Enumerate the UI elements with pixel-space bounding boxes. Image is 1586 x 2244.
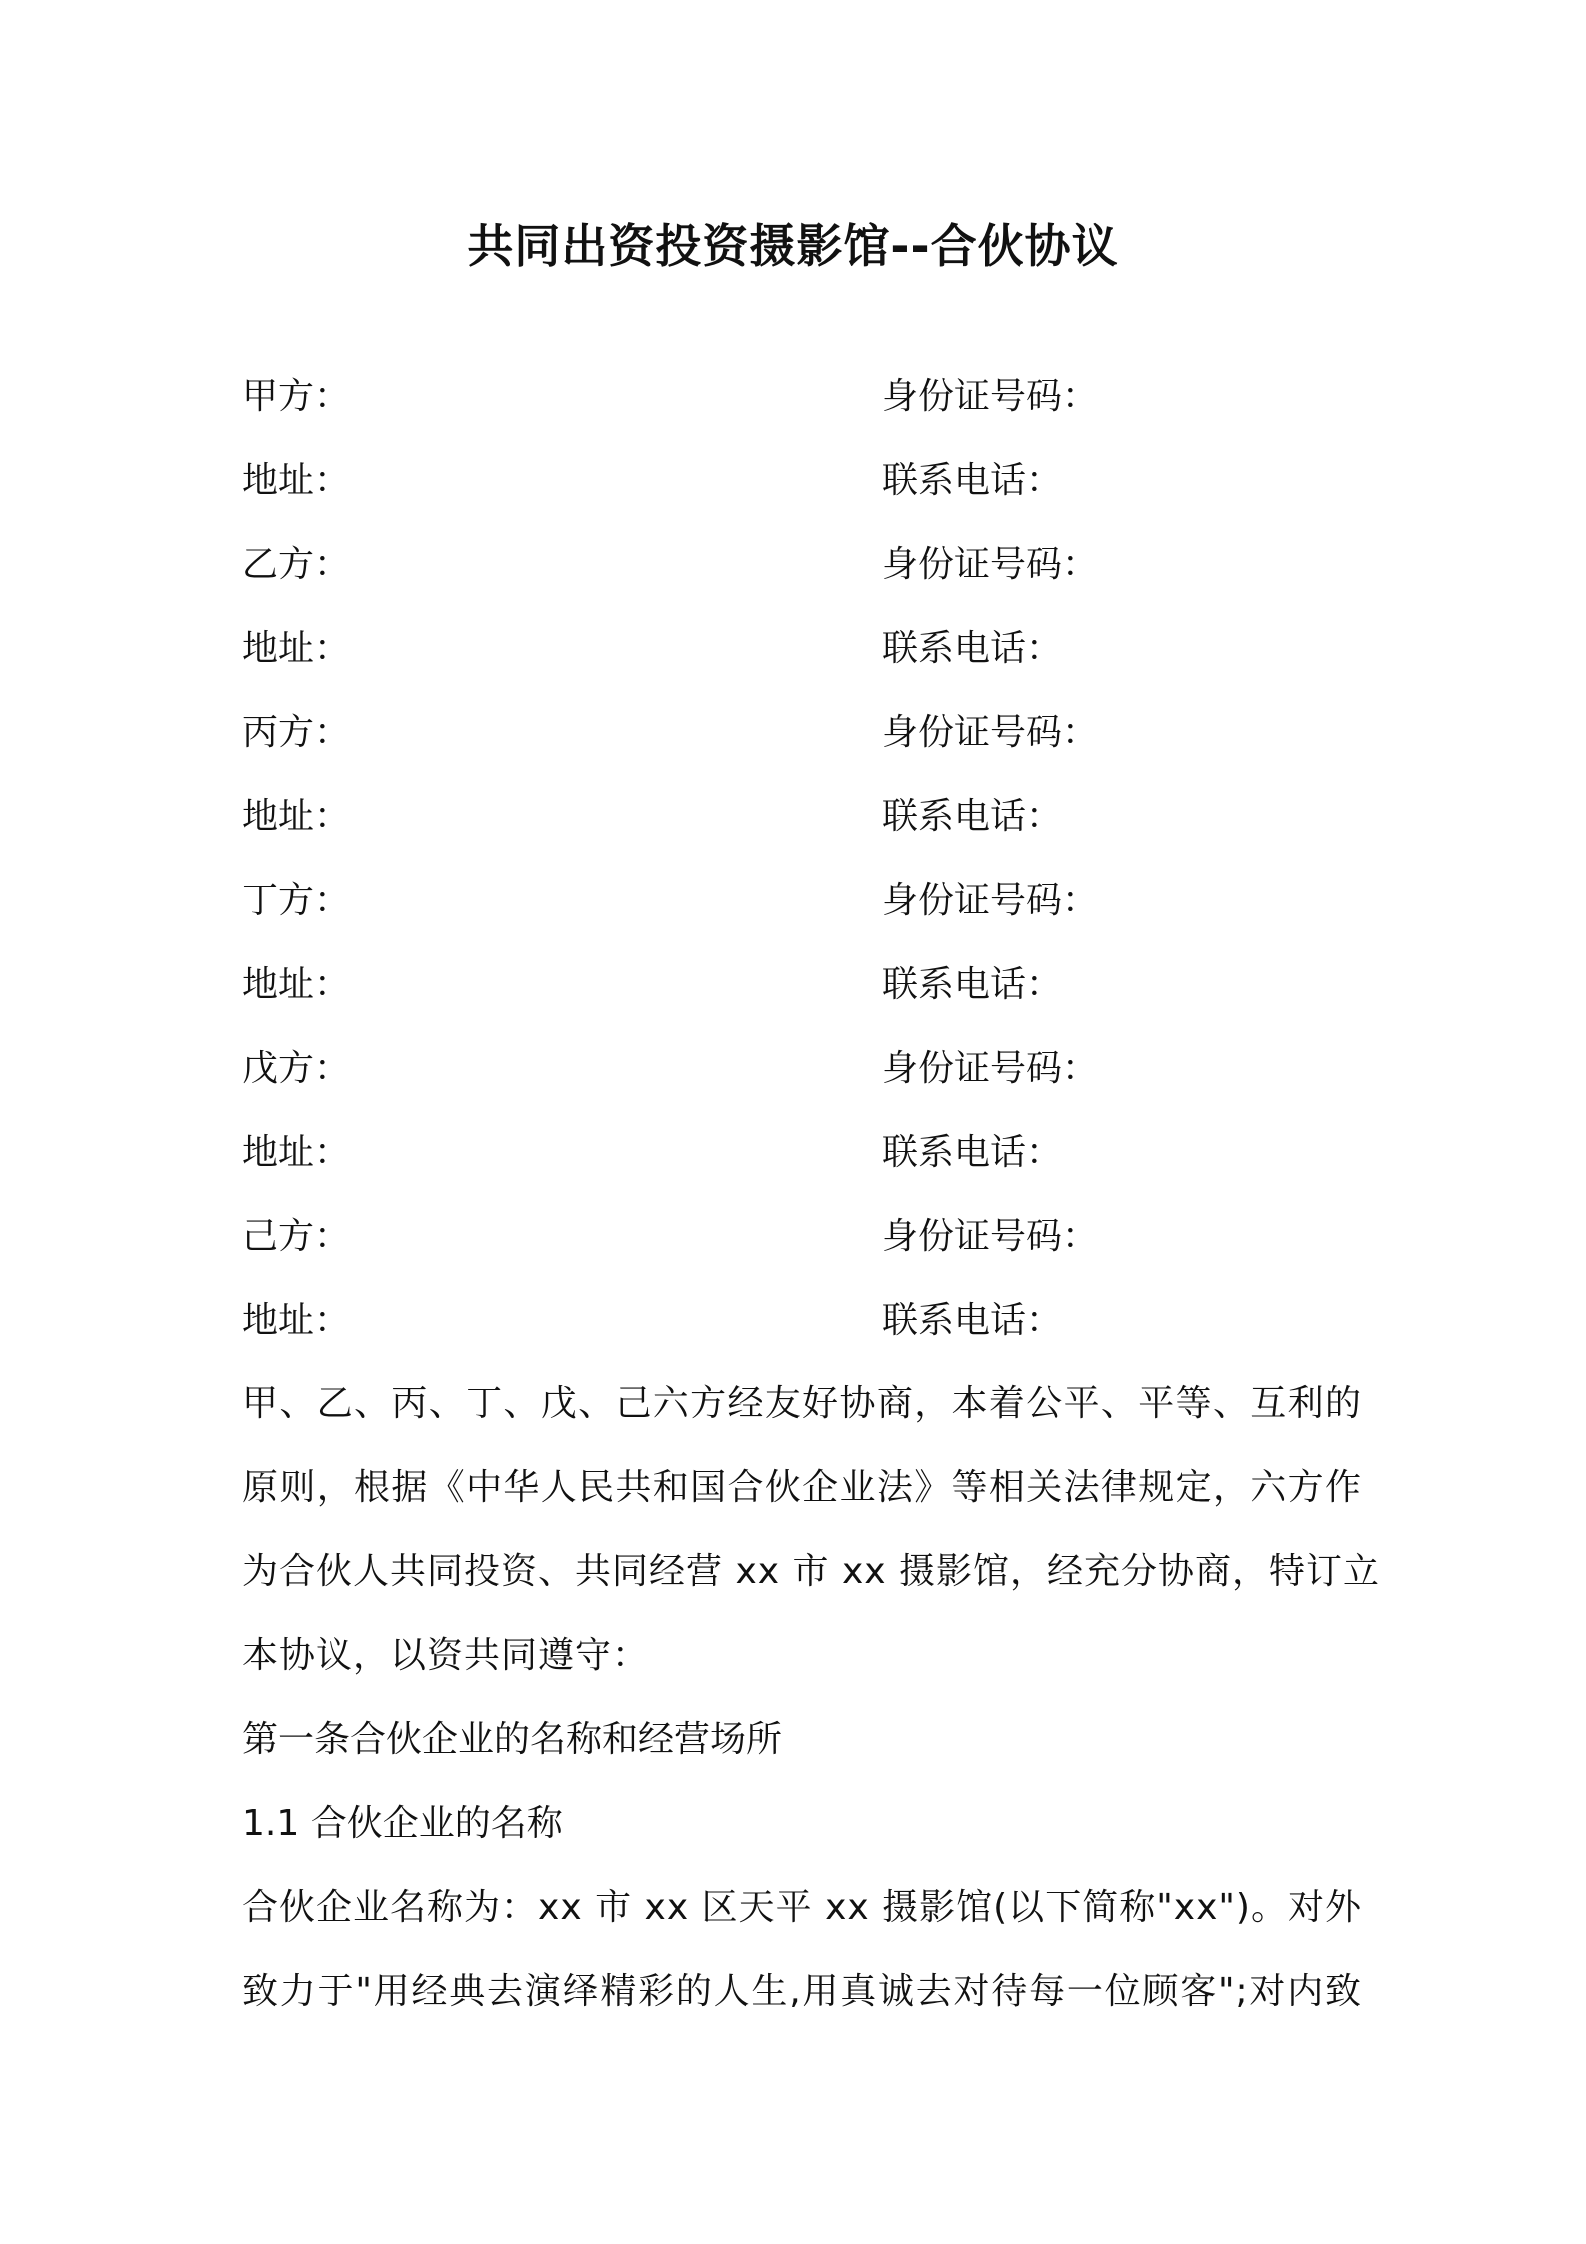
party-name-label: 戊方： (242, 1048, 351, 1089)
paragraph-line: 致力于"用经典去演绎精彩的人生,用真诚去对待每一位顾客";对内致 (242, 1971, 1362, 2012)
party-phone-label: 联系电话： (882, 1132, 1063, 1173)
document-title: 共同出资投资摄影馆--合伙协议 (467, 219, 1119, 273)
party-id-label: 身份证号码： (882, 1216, 1099, 1257)
party-phone-label: 联系电话： (882, 1300, 1063, 1341)
party-row (242, 1027, 1362, 1111)
party-phone-label: 联系电话： (882, 460, 1063, 501)
paragraph-line: 合伙企业名称为：xx 市 xx 区天平 xx 摄影馆(以下简称"xx")。对外 (242, 1887, 1362, 1928)
party-address-label: 地址： (242, 460, 351, 501)
party-phone-label: 联系电话： (882, 964, 1063, 1005)
party-address-label: 地址： (242, 1132, 351, 1173)
agreement-body (242, 1362, 1380, 2034)
party-row (242, 775, 1362, 859)
party-row (242, 1111, 1362, 1195)
party-address-label: 地址： (242, 964, 351, 1005)
party-name-label: 甲方： (242, 376, 351, 417)
party-row (242, 1195, 1362, 1279)
article-heading: 第一条合伙企业的名称和经营场所 (242, 1719, 783, 1760)
party-phone-label: 联系电话： (882, 796, 1063, 837)
paragraph-line: 本协议，以资共同遵守： (242, 1635, 650, 1676)
party-address-label: 地址： (242, 628, 351, 669)
party-address-label: 地址： (242, 796, 351, 837)
party-address-label: 地址： (242, 1300, 351, 1341)
party-name-label: 丁方： (242, 880, 351, 921)
section-heading: 1.1 合伙企业的名称 (242, 1803, 563, 1844)
party-name-label: 乙方： (242, 544, 351, 585)
party-row (242, 355, 1362, 439)
party-row (242, 607, 1362, 691)
party-info-table (242, 355, 1362, 1363)
party-id-label: 身份证号码： (882, 1048, 1099, 1089)
party-phone-label: 联系电话： (882, 628, 1063, 669)
party-row (242, 439, 1362, 523)
party-name-label: 己方： (242, 1216, 351, 1257)
party-id-label: 身份证号码： (882, 712, 1099, 753)
party-row (242, 859, 1362, 943)
paragraph-line: 为合伙人共同投资、共同经营 xx 市 xx 摄影馆，经充分协商，特订立 (242, 1551, 1380, 1592)
party-row (242, 523, 1362, 607)
party-id-label: 身份证号码： (882, 544, 1099, 585)
party-name-label: 丙方： (242, 712, 351, 753)
party-row (242, 1279, 1362, 1363)
intro-paragraph (242, 1362, 1380, 1698)
party-row (242, 943, 1362, 1027)
section-paragraph (242, 1866, 1362, 2034)
paragraph-line: 甲、乙、丙、丁、戊、己六方经友好协商，本着公平、平等、互利的 (242, 1383, 1362, 1424)
party-id-label: 身份证号码： (882, 880, 1099, 921)
paragraph-line: 原则，根据《中华人民共和国合伙企业法》等相关法律规定，六方作 (242, 1467, 1362, 1508)
party-row (242, 691, 1362, 775)
party-id-label: 身份证号码： (882, 376, 1099, 417)
